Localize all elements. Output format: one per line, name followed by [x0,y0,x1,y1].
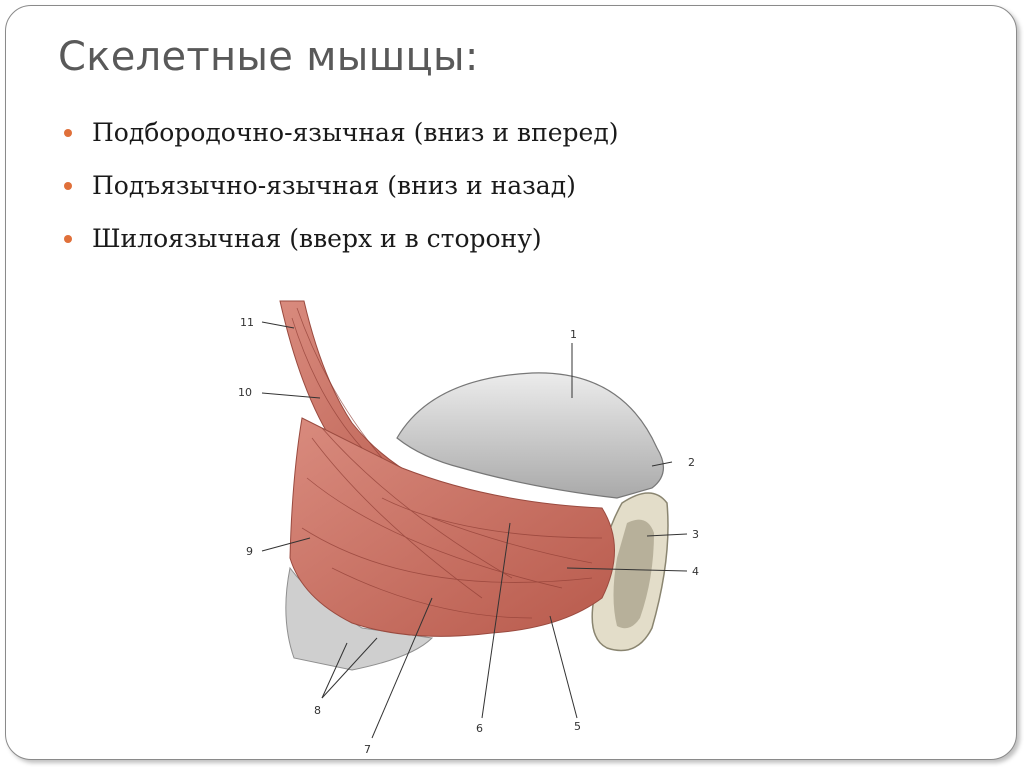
figure-label-4: 4 [692,565,699,578]
slide-title: Скелетные мышцы: [58,34,479,80]
bullet-item [64,222,618,275]
bullet-text: Шилоязычная (вверх и в сторону) [92,224,542,253]
bullet-item [64,116,618,169]
tongue-muscles-illustration [232,298,740,764]
tongue-shape [397,373,663,498]
bullet-text: Подъязычно-язычная (вниз и назад) [92,171,576,200]
figure-label-6: 6 [476,722,483,735]
figure-label-2: 2 [688,456,695,469]
figure-label-8: 8 [314,704,321,717]
figure-label-11: 11 [240,316,254,329]
figure-label-5: 5 [574,720,581,733]
bullet-icon [64,235,72,243]
bullet-icon [64,129,72,137]
figure-label-10: 10 [238,386,252,399]
figure-label-9: 9 [246,545,253,558]
bullet-text: Подбородочно-язычная (вниз и вперед) [92,118,619,147]
figure-label-7: 7 [364,743,371,756]
bullet-icon [64,182,72,190]
figure-label-1: 1 [570,328,577,341]
bullet-item [64,169,618,222]
bullet-list [64,116,618,275]
figure-label-3: 3 [692,528,699,541]
